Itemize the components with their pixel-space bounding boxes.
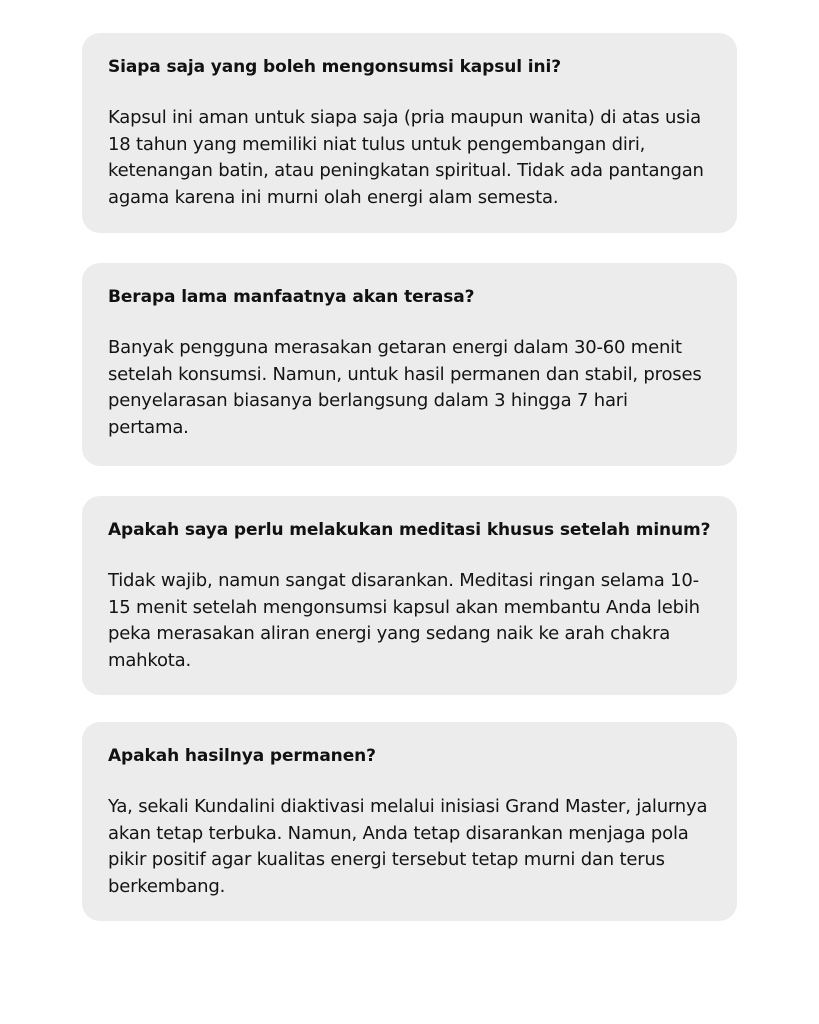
faq-question: Apakah hasilnya permanen?: [108, 746, 376, 766]
faq-question: Berapa lama manfaatnya akan terasa?: [108, 287, 475, 307]
faq-card-eligibility: [82, 33, 737, 233]
faq-card-duration: [82, 263, 737, 466]
faq-answer: Kapsul ini aman untuk siapa saja (pria maupun wanita) di atas usia 18 tahun yang memiliki niat tulus untuk pengembangan diri, ketenangan batin, atau peningkatan spiritual. Tidak ada pantangan agama karena ini murni olah energi alam semesta.: [108, 107, 704, 208]
faq-card-permanence: [82, 722, 737, 921]
faq-card-meditation: [82, 496, 737, 695]
faq-answer: Banyak pengguna merasakan getaran energi dalam 30-60 menit setelah konsumsi. Namun, untuk hasil permanen dan stabil, proses penyelarasan biasanya berlangsung dalam 3 hingga 7 hari pertama.: [108, 337, 702, 438]
faq-question: Siapa saja yang boleh mengonsumsi kapsul ini?: [108, 57, 562, 77]
faq-answer: Ya, sekali Kundalini diaktivasi melalui inisiasi Grand Master, jalurnya akan tetap terbuka. Namun, Anda tetap disarankan menjaga pola pikir positif agar kualitas energi tersebut tetap murni dan terus berkembang.: [108, 796, 708, 897]
faq-list: [82, 33, 737, 951]
faq-question: Apakah saya perlu melakukan meditasi khusus setelah minum?: [108, 520, 711, 540]
faq-answer: Tidak wajib, namun sangat disarankan. Meditasi ringan selama 10-15 menit setelah mengonsumsi kapsul akan membantu Anda lebih peka merasakan aliran energi yang sedang naik ke arah chakra mahkota.: [108, 570, 700, 671]
